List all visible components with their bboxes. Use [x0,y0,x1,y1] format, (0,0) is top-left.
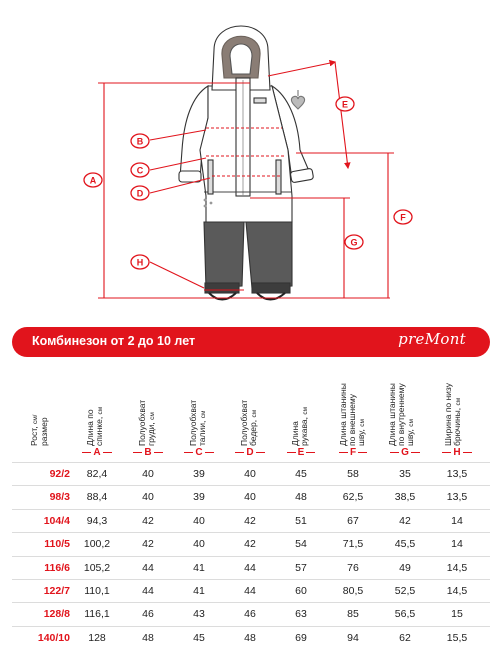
table-row [12,532,490,555]
table-cell: 46 [142,608,154,621]
size-table-body [12,462,490,649]
header-hips: Полуобхват бедер, см [239,399,258,446]
table-cell: 15,5 [446,631,468,644]
table-cell: 40 [193,538,205,551]
header-height-size: Рост, см/ размер [29,414,49,446]
svg-text:C: C [136,165,144,176]
table-cell: 39 [193,468,205,480]
table-cell: 49 [399,561,411,574]
table-cell: 42 [142,538,154,551]
table-cell: 52,5 [394,584,416,597]
letter-a: A [67,447,127,458]
marker-a [84,173,102,187]
table-cell: 41 [193,584,205,597]
marker-d [131,186,149,200]
table-cell: 40 [244,468,256,480]
svg-text:E: E [341,99,349,110]
table-cell: 71,5 [342,538,364,551]
banner-title: Комбинезон от 2 до 10 лет [32,334,196,348]
letter-g: G [375,447,435,458]
table-cell: 54 [295,538,307,551]
right-hem [252,283,290,293]
table-cell: 48 [295,491,307,504]
table-cell: 40 [142,491,154,504]
table-cell: 88,4 [86,491,108,504]
table-cell: 128 [88,631,106,644]
letter-d: D [220,447,280,458]
header-chest: Полуобхват груди, см [137,399,156,446]
table-cell: 58 [347,468,359,480]
table-cell: 13,5 [446,491,468,504]
size-label: 116/6 [44,561,70,574]
header-inner-seam: Длина штанины по внутреннему шву, см [387,383,415,446]
table-cell: 51 [295,514,307,527]
right-foot-strap [257,293,285,300]
table-cell: 40 [142,468,154,480]
table-row [12,556,490,579]
table-cell: 44 [244,584,256,597]
size-label: 128/8 [43,608,70,621]
table-cell: 42 [244,538,256,551]
left-pocket-zip [208,160,213,194]
table-cell: 13,5 [446,468,468,480]
table-cell: 15 [451,608,463,621]
table-cell: 38,5 [394,491,416,504]
size-label: 92/2 [49,468,70,480]
table-row [12,509,490,532]
left-foot-strap [209,293,236,300]
table-cell: 44 [142,561,154,574]
table-cell: 60 [295,584,307,597]
right-leg-panel [246,222,292,288]
left-cuff [179,171,201,182]
svg-text:B: B [136,136,144,147]
table-cell: 43 [193,608,205,621]
letter-c: C [169,447,229,458]
brand-logo: preMont [398,330,466,348]
table-row [12,485,490,508]
table-cell: 44 [244,561,256,574]
svg-text:H: H [136,257,144,268]
header-back-length: Длина по спинке, см [85,406,104,446]
table-cell: 14,5 [446,584,468,597]
letter-h: H [427,447,487,458]
left-leg-panel [204,222,244,288]
table-cell: 80,5 [342,584,364,597]
right-pocket-zip [276,160,281,194]
table-cell: 39 [193,491,205,504]
table-cell: 94,3 [86,514,108,527]
letter-b: B [118,447,178,458]
table-cell: 76 [347,561,359,574]
table-cell: 48 [244,631,256,644]
table-cell: 56,5 [394,608,416,621]
table-cell: 42 [142,514,154,527]
table-cell: 45 [193,631,205,644]
table-cell: 94 [347,631,359,644]
chest-label [254,98,266,103]
marker-h [131,255,149,269]
table-cell: 69 [295,631,307,644]
size-label: 110/5 [44,538,70,551]
table-cell: 40 [193,514,205,527]
table-cell: 45,5 [394,538,416,551]
table-row [12,462,490,485]
table-cell: 41 [193,561,205,574]
table-cell: 45 [295,468,307,480]
table-cell: 116,1 [84,608,110,621]
measurement-letters-row [0,447,500,461]
table-cell: 62,5 [342,491,364,504]
face-opening [230,44,252,74]
svg-text:F: F [400,212,406,223]
header-waist: Полуобхват талии, см [188,399,207,446]
size-label: 140/10 [37,631,70,644]
marker-f [394,210,412,224]
title-banner [12,327,490,357]
reflector-icon [291,96,304,109]
table-cell: 40 [244,491,256,504]
header-sleeve: Длина рукава, см [290,406,309,446]
table-cell: 42 [399,514,411,527]
table-cell: 35 [399,468,411,480]
table-cell: 44 [142,584,154,597]
jumpsuit-drawing [179,26,314,300]
table-cell: 67 [347,514,359,527]
table-row [12,602,490,625]
table-row [12,579,490,602]
table-cell: 48 [142,631,154,644]
letter-e: E [271,447,331,458]
svg-text:G: G [350,237,358,248]
table-cell: 42 [244,514,256,527]
table-cell: 14 [451,538,463,551]
marker-g [345,235,363,249]
size-label: 104/4 [43,514,70,527]
svg-text:A: A [89,175,97,186]
header-outer-seam: Длина штанины по внешнему шву, см [338,383,366,446]
table-cell: 46 [244,608,256,621]
table-cell: 57 [295,561,307,574]
table-row [12,626,490,649]
size-table-headers [0,362,500,446]
svg-text:D: D [136,188,144,199]
marker-c [131,163,149,177]
table-cell: 14,5 [446,561,468,574]
table-cell: 63 [295,608,307,621]
marker-b [131,134,149,148]
table-cell: 100,2 [83,538,111,551]
table-cell: 105,2 [83,561,111,574]
marker-e [336,97,354,111]
table-cell: 14 [451,514,463,527]
letter-f: F [323,447,383,458]
header-hem-width: Ширина по низу брючины, см [443,383,462,446]
size-label: 122/7 [43,584,70,597]
table-cell: 82,4 [86,468,108,480]
table-cell: 85 [347,608,359,621]
jumpsuit-measurement-diagram [0,0,500,320]
size-label: 98/3 [49,491,70,504]
table-cell: 110,1 [84,584,110,597]
left-hem [205,283,239,293]
table-cell: 62 [399,631,411,644]
